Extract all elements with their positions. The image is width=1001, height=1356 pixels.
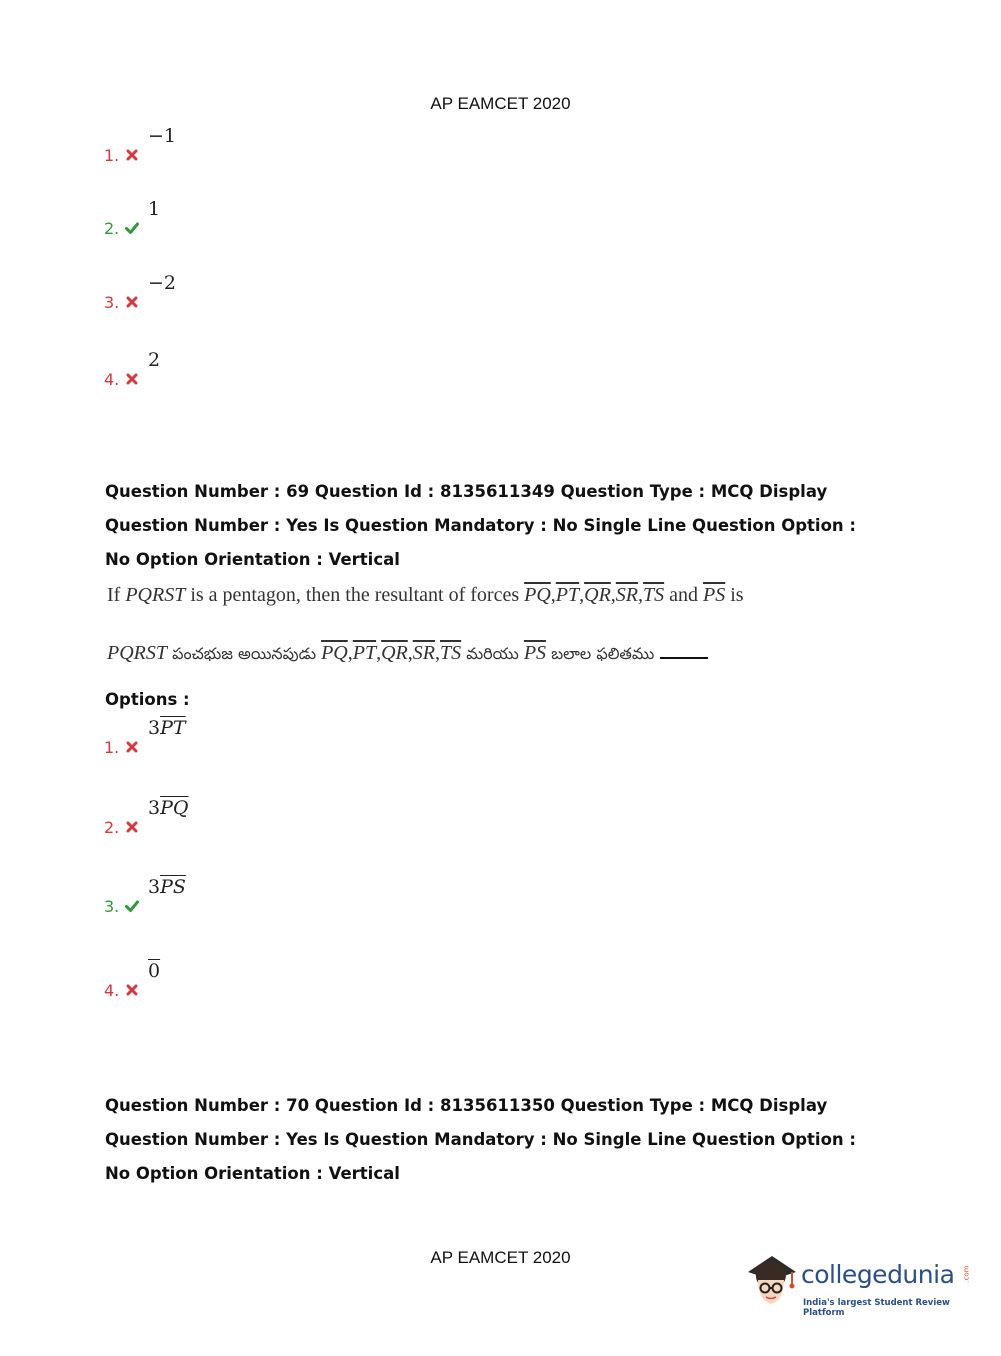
options-label: Options : bbox=[105, 690, 190, 709]
logo-dotcom: .com bbox=[962, 1265, 971, 1283]
coefficient: 3 bbox=[148, 797, 161, 819]
option-value bbox=[148, 960, 160, 982]
option-number: 1. bbox=[104, 146, 120, 165]
cross-icon bbox=[125, 372, 139, 386]
vector-ps: $\overline{PS}$ bbox=[523, 642, 547, 664]
check-icon bbox=[125, 899, 139, 913]
cross-icon bbox=[125, 740, 139, 754]
option-number: 2. bbox=[104, 219, 120, 238]
text-fragment: If bbox=[107, 584, 126, 606]
option-number: 3. bbox=[104, 897, 120, 916]
option-number: 2. bbox=[104, 818, 120, 837]
vector-qr: $\overline{QR}$ bbox=[584, 584, 611, 606]
option-value bbox=[148, 797, 188, 819]
coefficient: 3 bbox=[148, 717, 161, 739]
text-fragment: బలాల ఫలితము bbox=[546, 644, 655, 663]
vector-ts: $\overline{TS}$ bbox=[643, 584, 665, 606]
logo-tagline: India's largest Student Review Platform bbox=[803, 1298, 950, 1318]
vector-ts: $\overline{TS}$ bbox=[440, 642, 462, 664]
option-value: 2 bbox=[148, 349, 161, 371]
vector-pt: $\overline{PT}$ bbox=[555, 584, 580, 606]
cross-icon bbox=[125, 295, 139, 309]
cross-icon bbox=[125, 820, 139, 834]
cross-icon bbox=[125, 148, 139, 162]
text-fragment: and bbox=[664, 584, 704, 606]
text-fragment: is a pentagon, then the resultant of forces bbox=[185, 584, 525, 606]
text-fragment: పంచభుజ అయినపుడు bbox=[167, 644, 322, 663]
collegedunia-logo bbox=[742, 1248, 972, 1318]
cross-icon bbox=[125, 983, 139, 997]
option-value: 1 bbox=[148, 198, 161, 220]
coefficient: 3 bbox=[148, 876, 161, 898]
option-value: −2 bbox=[148, 272, 177, 294]
text-fragment: is bbox=[725, 584, 744, 606]
option-value bbox=[148, 876, 186, 898]
option-number: 4. bbox=[104, 981, 120, 1000]
vector-sr: $\overline{SR}$ bbox=[412, 642, 435, 664]
text-fragment: మరియు bbox=[461, 644, 524, 663]
check-icon bbox=[125, 221, 139, 235]
mascot-icon bbox=[742, 1250, 800, 1316]
option-value bbox=[148, 717, 186, 739]
option-number: 4. bbox=[104, 370, 120, 389]
pentagon-name: PQRST bbox=[125, 584, 186, 606]
question-meta: Question Number : 69 Question Id : 8135611349 Question Type : MCQ Display Question Number : Yes Is Question Mandatory : No Single Line Question Option : No Option Orientation : Vertical bbox=[105, 482, 857, 569]
logo-wordmark: collegedunia bbox=[801, 1260, 955, 1289]
question-text-english: If PQRST is a pentagon, then the resultant of forces $\overline{PQ},\overline{PT},\overline{QR},\overline{SR},\overline{TS}$ and $\overline{PS}$ is bbox=[107, 584, 744, 606]
vector-ps: $\overline{PS}$ bbox=[703, 584, 726, 606]
vector: $\overline{PT}$ bbox=[160, 717, 186, 739]
answer-blank bbox=[660, 643, 708, 659]
vector-pq: $\overline{PQ}$ bbox=[321, 642, 348, 664]
option-value: −1 bbox=[148, 125, 177, 147]
question-text-telugu: PQRST పంచభుజ అయినపుడు $\overline{PQ},\overline{PT},\overline{QR},\overline{SR},\overline{TS}$ మరియు $\overline{PS}$ బలాల ఫలితము bbox=[107, 642, 708, 667]
page-footer: AP EAMCET 2020 bbox=[430, 1248, 571, 1267]
zero-vector: 0 bbox=[148, 960, 161, 982]
vector-qr: $\overline{QR}$ bbox=[381, 642, 408, 664]
question-meta: Question Number : 70 Question Id : 8135611350 Question Type : MCQ Display Question Number : Yes Is Question Mandatory : No Single Line Question Option : No Option Orientation : Vertical bbox=[105, 1096, 857, 1183]
pentagon-name: PQRST bbox=[107, 642, 167, 664]
vector: $\overline{PQ}$ bbox=[160, 797, 189, 819]
vector-pt: $\overline{PT}$ bbox=[352, 642, 377, 664]
page-header: AP EAMCET 2020 bbox=[430, 94, 571, 113]
vector-pq: $\overline{PQ}$ bbox=[524, 584, 551, 606]
vector-sr: $\overline{SR}$ bbox=[615, 584, 639, 606]
vector: $\overline{PS}$ bbox=[160, 876, 186, 898]
option-number: 1. bbox=[104, 738, 120, 757]
option-number: 3. bbox=[104, 293, 120, 312]
